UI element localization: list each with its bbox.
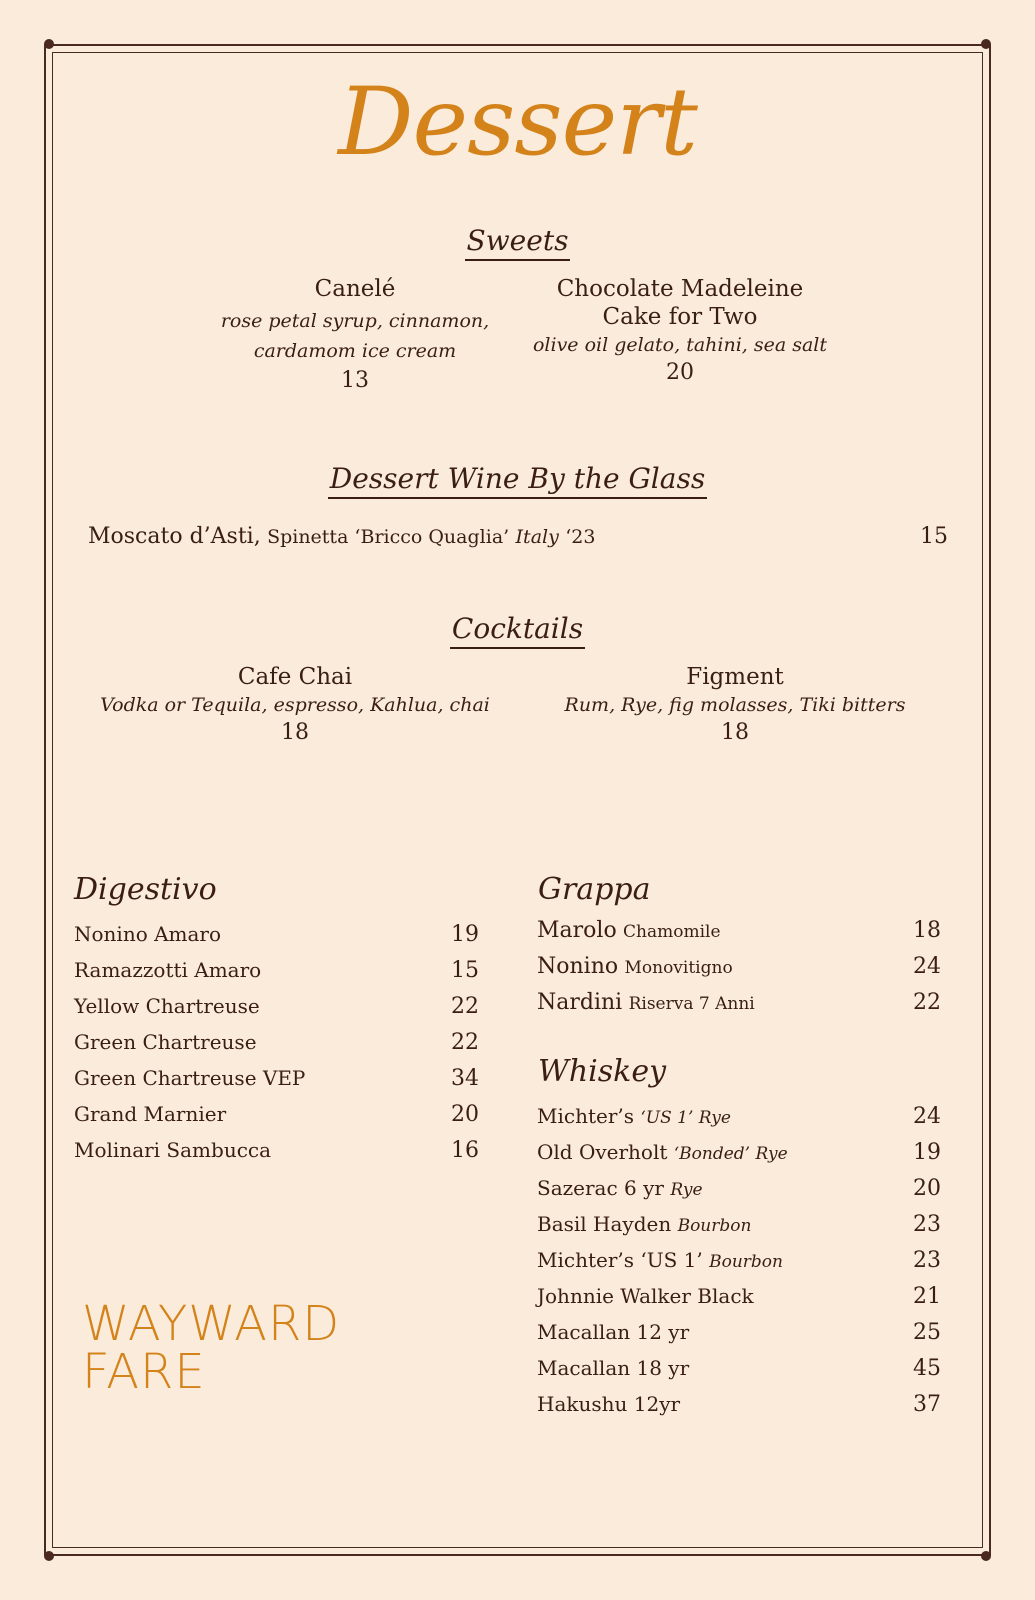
corner-ornament	[44, 39, 54, 49]
item-description: cardamom ice cream	[253, 340, 457, 362]
list-item: Nardini Riserva 7 Anni 22	[537, 990, 941, 1015]
item-price: 18	[281, 720, 309, 745]
section-heading-digestivo: Digestivo	[74, 872, 217, 907]
list-item: Yellow Chartreuse 22	[74, 994, 479, 1019]
list-item: Ramazzotti Amaro 15	[74, 958, 479, 983]
list-item: Hakushu 12yr 37	[537, 1392, 941, 1417]
wine-price: 15	[920, 524, 948, 549]
brand-line: FARE	[82, 1344, 206, 1400]
corner-ornament	[981, 39, 991, 49]
page-title: Dessert	[338, 68, 697, 177]
list-item: Basil Hayden Bourbon 23	[537, 1212, 941, 1237]
list-item: Marolo Chamomile 18	[537, 918, 941, 943]
list-item: Nonino Monovitigno 24	[537, 954, 941, 979]
item-price: 20	[666, 360, 694, 385]
list-item: Macallan 12 yr 25	[537, 1320, 941, 1345]
menu-item-canele	[195, 276, 515, 393]
item-description: olive oil gelato, tahini, sea salt	[532, 334, 828, 356]
list-item: Michter’s ‘US 1’ Rye 24	[537, 1104, 941, 1129]
section-heading-cocktails: Cocktails	[0, 612, 1035, 645]
item-description: rose petal syrup, cinnamon,	[220, 310, 490, 332]
item-name: Cafe Chai	[237, 664, 353, 690]
list-item: Molinari Sambucca 16	[74, 1138, 479, 1163]
menu-item-cafe-chai	[80, 664, 510, 745]
menu-item-madeleine	[510, 276, 850, 385]
item-name: Figment	[686, 664, 784, 690]
section-heading-wine: Dessert Wine By the Glass	[0, 462, 1035, 495]
item-name: Chocolate Madeleine	[556, 276, 804, 302]
wine-region: Italy	[515, 526, 559, 548]
list-item: Michter’s ‘US 1’ Bourbon 23	[537, 1248, 941, 1273]
brand-line: WAYWARD	[82, 1296, 341, 1352]
section-heading-grappa: Grappa	[538, 872, 651, 907]
item-name: Cake for Two	[602, 304, 758, 330]
corner-ornament	[44, 1551, 54, 1561]
item-price: 13	[341, 368, 369, 393]
item-name: Canelé	[314, 276, 396, 302]
wine-name: Moscato d’Asti,	[88, 524, 261, 549]
list-item: Macallan 18 yr 45	[537, 1356, 941, 1381]
list-item: Old Overholt ‘Bonded’ Rye 19	[537, 1140, 941, 1165]
brand-logo	[82, 1296, 341, 1400]
section-heading-sweets: Sweets	[0, 224, 1035, 257]
wine-producer: Spinetta ‘Bricco Quaglia’	[267, 526, 510, 548]
list-item: Sazerac 6 yr Rye 20	[537, 1176, 941, 1201]
list-item: Johnnie Walker Black 21	[537, 1284, 941, 1309]
menu-item-figment	[535, 664, 935, 745]
corner-ornament	[981, 1551, 991, 1561]
list-item: Green Chartreuse 22	[74, 1030, 479, 1055]
item-price: 18	[721, 720, 749, 745]
item-description: Vodka or Tequila, espresso, Kahlua, chai	[100, 694, 490, 716]
section-heading-whiskey: Whiskey	[538, 1054, 667, 1089]
list-item: Nonino Amaro 19	[74, 922, 479, 947]
list-item: Grand Marnier 20	[74, 1102, 479, 1127]
wine-year: ‘23	[565, 526, 596, 548]
wine-row	[88, 524, 948, 549]
list-item: Green Chartreuse VEP 34	[74, 1066, 479, 1091]
item-description: Rum, Rye, fig molasses, Tiki bitters	[564, 694, 906, 716]
